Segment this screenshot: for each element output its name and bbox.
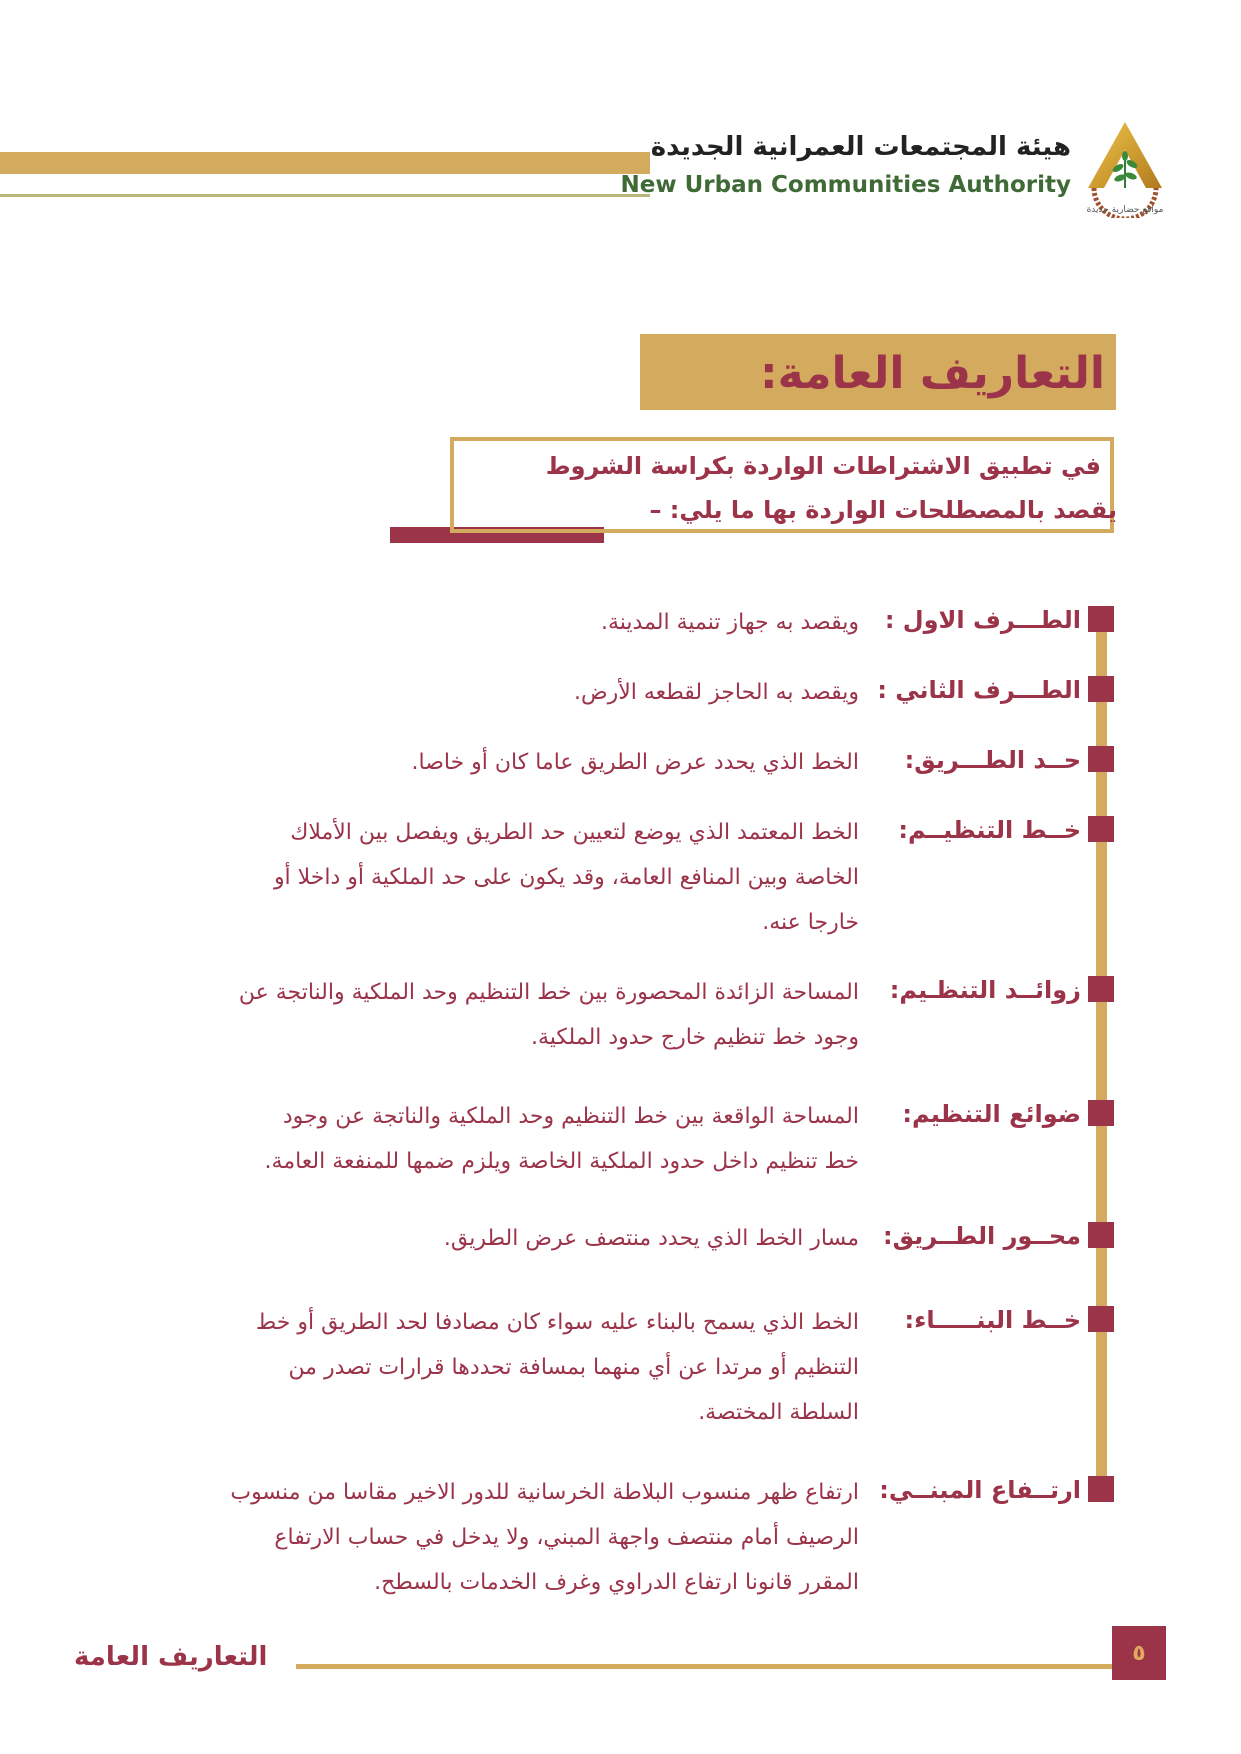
nuca-logo-icon: [1080, 118, 1170, 218]
bullet-square-icon: [1088, 676, 1114, 702]
term-definition: الخط الذي يسمح بالبناء عليه سواء كان مصادفا لحد الطريق أو خط التنظيم أو مرتدا عن أي منهما بمسافة تحددها قرارات تصدر من السلطة المختصة.: [255, 1310, 859, 1425]
bullet-square-icon: [1088, 976, 1114, 1002]
bullet-square-icon: [1088, 746, 1114, 772]
term-definition: ارتفاع ظهر منسوب البلاطة الخرسانية للدور الاخير مقاسا من منسوب الرصيف أمام منتصف واجهة المبني، ولا يدخل في حساب الارتفاع المقرر قانونا ارتفاع الدراوي وغرف الخدمات بالسطح.: [230, 1480, 859, 1595]
bullet-square-icon: [1088, 1306, 1114, 1332]
term-label: خــط التنظيــم:: [898, 816, 1081, 844]
term-label: زوائــد التنظـيم:: [889, 976, 1081, 1004]
bullet-square-icon: [1088, 1476, 1114, 1502]
org-name-arabic: هيئة المجتمعات العمرانية الجديدة: [650, 132, 1071, 162]
org-name-english: New Urban Communities Authority: [620, 172, 1071, 198]
term-definition: ويقصد به جهاز تنمية المدينة.: [600, 610, 859, 635]
term-label: حــد الطـــريق:: [904, 746, 1081, 774]
term-definition: الخط المعتمد الذي يوضع لتعيين حد الطريق ويفصل بين الأملاك الخاصة وبين المنافع العامة، وقد يكون على حد الملكية أو داخلا أو خارجا عنه.: [273, 820, 859, 935]
svg-text:مواقع حضارية جديدة: مواقع حضارية جديدة: [1086, 205, 1164, 215]
header-gold-bar: [0, 152, 650, 174]
timeline-line: [1096, 612, 1107, 1480]
header-thin-line: [0, 194, 650, 197]
section-title: التعاريف العامة:: [760, 348, 1105, 399]
term-definition: ويقصد به الحاجز لقطعه الأرض.: [573, 680, 859, 705]
term-definition: المساحة الزائدة المحصورة بين خط التنظيم وحد الملكية والناتجة عن وجود خط تنظيم خارج حدود الملكية.: [238, 980, 859, 1050]
intro-text-line-1: في تطبيق الاشتراطات الواردة بكراسة الشروط: [545, 452, 1101, 480]
term-label: الطـــرف الثاني :: [877, 676, 1081, 704]
footer-section-title: التعاريف العامة: [74, 1642, 268, 1672]
bullet-square-icon: [1088, 816, 1114, 842]
term-definition: المساحة الواقعة بين خط التنظيم وحد الملكية والناتجة عن وجود خط تنظيم داخل حدود الملكية الخاصة ويلزم ضمها للمنفعة العامة.: [264, 1104, 859, 1174]
page-number-badge: [1112, 1626, 1166, 1680]
term-definition: الخط الذي يحدد عرض الطريق عاما كان أو خاصا.: [411, 750, 859, 775]
term-label: ضوائع التنظيم:: [902, 1100, 1081, 1128]
term-label: الطـــرف الاول :: [884, 606, 1081, 634]
term-label: محــور الطــريق:: [883, 1222, 1081, 1250]
bullet-square-icon: [1088, 1222, 1114, 1248]
intro-text-line-2: يقصد بالمصطلحات الواردة بها ما يلي: –: [649, 496, 1117, 524]
page-number: ٥: [1132, 1640, 1146, 1666]
term-label: خــط البنـــــاء:: [904, 1306, 1081, 1334]
term-label: ارتــفاع المبنــي:: [879, 1476, 1081, 1504]
footer-line: [296, 1664, 1116, 1669]
term-definition: مسار الخط الذي يحدد منتصف عرض الطريق.: [443, 1226, 859, 1251]
bullet-square-icon: [1088, 606, 1114, 632]
bullet-square-icon: [1088, 1100, 1114, 1126]
